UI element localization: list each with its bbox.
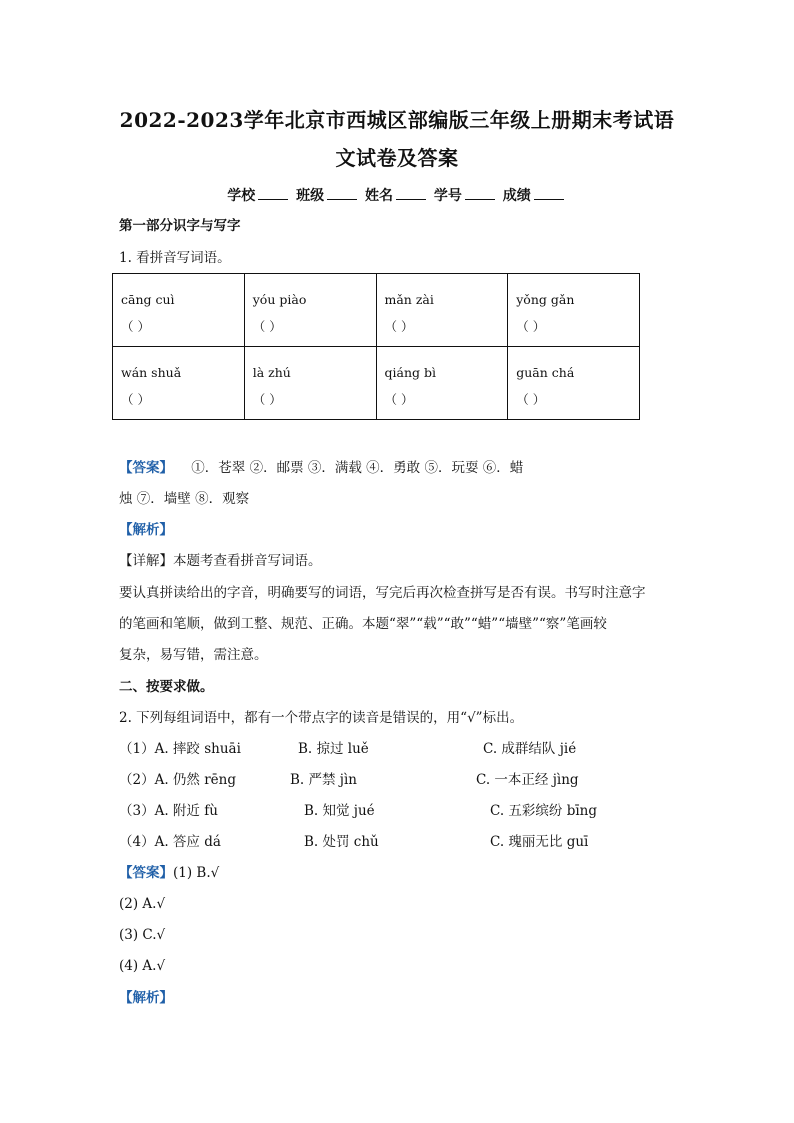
page-title — [110, 101, 684, 177]
pinyin-cell — [508, 347, 640, 420]
info-number: 学号 — [433, 188, 462, 204]
question-1-stem: 1. 看拼音写词语。 — [119, 250, 231, 266]
section-heading-1: 第一部分识字与写字 — [119, 218, 241, 234]
detail-line: 【详解】本题考查看拼音写词语。 — [119, 553, 322, 569]
pinyin-cell — [376, 347, 508, 420]
blank-line — [465, 187, 495, 200]
option-a: （4）A. 答应 dá — [119, 834, 221, 850]
info-score: 成绩 — [502, 188, 531, 204]
question-2-stem: 2. 下列每组词语中，都有一个带点字的读音是错误的，用“√”标出。 — [119, 710, 524, 726]
blank-line — [534, 187, 564, 200]
pinyin-table — [112, 273, 640, 420]
answer-blank: （ ） — [516, 392, 546, 407]
answer-line — [119, 863, 219, 883]
explanation-line-3: 复杂，易写错，需注意。 — [119, 647, 268, 663]
pinyin-text: qiáng bì — [384, 365, 436, 380]
option-b: B. 严禁 jìn — [290, 772, 357, 788]
answer-continuation: 烛 ⑦．墙壁 ⑧．观察 — [119, 491, 250, 507]
option-b: B. 知觉 jué — [304, 803, 375, 819]
option-b: B. 掠过 luě — [298, 741, 369, 757]
pinyin-cell — [113, 347, 245, 420]
answer-text: ①．苍翠 ②．邮票 ③．满载 ④．勇敢 ⑤．玩耍 ⑥．蜡 — [191, 460, 524, 476]
pinyin-cell — [244, 347, 376, 420]
answer-blank: （ ） — [252, 319, 282, 334]
section-heading-2: 二、按要求做。 — [119, 679, 214, 695]
explanation-line-1: 要认真拼读给出的字音，明确要写的词语，写完后再次检查拼写是否有误。书写时注意字 — [119, 585, 646, 601]
analysis-tag: 【解析】 — [119, 990, 173, 1006]
option-c: C. 成群结队 jié — [483, 741, 577, 757]
answer-text: (4) A.√ — [119, 958, 166, 974]
pinyin-text: yóu piào — [252, 292, 307, 307]
student-info-line — [0, 186, 794, 206]
option-c: C. 五彩缤纷 bīng — [490, 803, 598, 819]
pinyin-cell — [113, 274, 245, 347]
pinyin-text: wán shuǎ — [121, 365, 182, 380]
title-line-2: 文试卷及答案 — [335, 146, 459, 170]
option-c: C. 瑰丽无比 guī — [490, 834, 589, 850]
option-a: （2）A. 仍然 rēng — [119, 772, 236, 788]
option-a: （3）A. 附近 fù — [119, 803, 218, 819]
info-class: 班级 — [296, 188, 325, 204]
answer-blank: （ ） — [384, 392, 414, 407]
answer-blank: （ ） — [384, 319, 414, 334]
blank-line — [396, 187, 426, 200]
info-name: 姓名 — [365, 188, 393, 204]
answer-text: (3) C.√ — [119, 927, 166, 943]
option-b: B. 处罚 chǔ — [304, 834, 379, 850]
pinyin-text: guān chá — [516, 365, 575, 380]
answer-tag: 【答案】 — [119, 865, 173, 881]
answer-tag: 【答案】 — [119, 460, 173, 476]
blank-line — [327, 187, 357, 200]
title-line-1: 2022-2023学年北京市西城区部编版三年级上册期末考试语 — [119, 108, 675, 132]
option-c: C. 一本正经 jìng — [476, 772, 579, 788]
analysis-tag: 【解析】 — [119, 522, 173, 538]
explanation-line-2: 的笔画和笔顺，做到工整、规范、正确。本题“翠”“载”“敢”“蜡”“墙壁”“察”笔画较 — [119, 616, 607, 632]
blank-line — [258, 187, 288, 200]
answer-blank: （ ） — [121, 319, 150, 334]
info-school: 学校 — [227, 188, 256, 204]
answer-blank: （ ） — [121, 392, 150, 407]
pinyin-text: cāng cuì — [121, 292, 175, 307]
option-a: （1）A. 摔跤 shuāi — [119, 741, 241, 757]
pinyin-cell — [508, 274, 640, 347]
answer-text: (1) B.√ — [173, 865, 220, 881]
answer-blank: （ ） — [252, 392, 282, 407]
pinyin-cell — [376, 274, 508, 347]
pinyin-text: yǒng gǎn — [516, 292, 575, 307]
answer-line — [119, 458, 523, 478]
pinyin-text: mǎn zài — [384, 292, 434, 307]
answer-text: (2) A.√ — [119, 896, 166, 912]
answer-blank: （ ） — [516, 319, 546, 334]
pinyin-cell — [244, 274, 376, 347]
pinyin-text: là zhú — [252, 365, 291, 380]
